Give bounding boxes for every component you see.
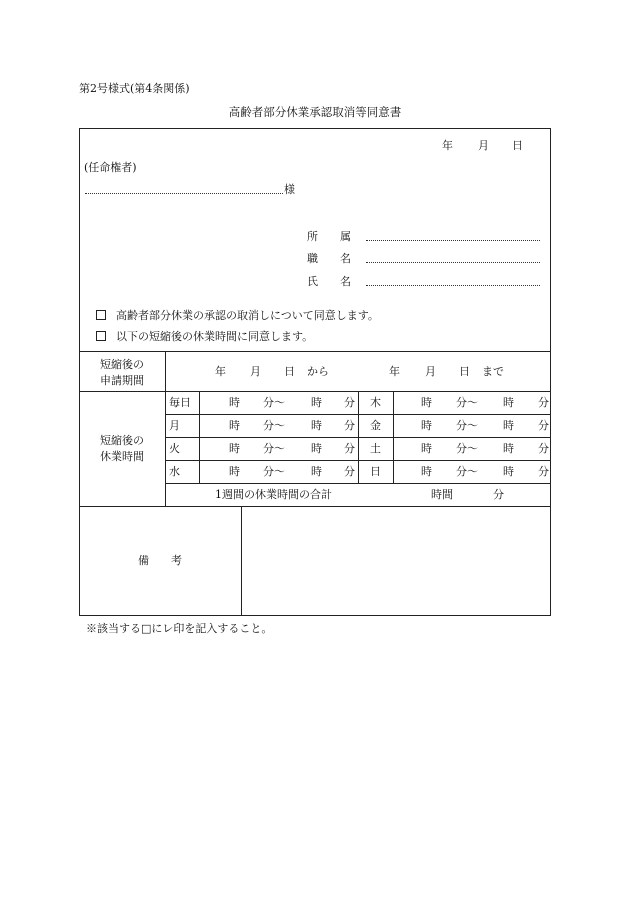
start-minute-field[interactable]: 分〜 xyxy=(456,465,478,478)
day-label: 毎日 xyxy=(169,396,191,409)
divider-remarks-top xyxy=(79,506,551,507)
middle-divider xyxy=(358,391,359,483)
end-minute-field[interactable]: 分 xyxy=(538,419,549,432)
start-minute-field[interactable]: 分〜 xyxy=(456,396,478,409)
start-hour-field[interactable]: 時 xyxy=(229,442,240,455)
end-minute-field[interactable]: 分 xyxy=(538,442,549,455)
date-year[interactable]: 年 xyxy=(442,139,453,152)
start-minute-field[interactable]: 分〜 xyxy=(456,419,478,432)
checkbox-cancel[interactable] xyxy=(96,310,106,320)
period-to-year[interactable]: 年 xyxy=(389,365,400,378)
end-hour-field[interactable]: 時 xyxy=(311,465,322,478)
right-day-divider xyxy=(393,391,394,483)
divider-hours-row4 xyxy=(165,483,551,484)
remarks-divider xyxy=(241,506,242,616)
affiliation-label: 所 属 xyxy=(307,230,351,243)
hours-label-line2: 休業時間 xyxy=(100,450,144,463)
period-to-word: まで xyxy=(482,365,504,378)
start-hour-field[interactable]: 時 xyxy=(421,465,432,478)
date-month[interactable]: 月 xyxy=(478,139,489,152)
appointer-honorific: 様 xyxy=(284,183,295,196)
start-hour-field[interactable]: 時 xyxy=(421,419,432,432)
form-title: 高齢者部分休業承認取消等同意書 xyxy=(228,105,402,119)
day-label: 火 xyxy=(169,442,180,455)
period-from-year[interactable]: 年 xyxy=(215,365,226,378)
position-label: 職 名 xyxy=(307,252,351,265)
divider-hours-top xyxy=(79,391,551,392)
checkbox-shortened-label: 以下の短縮後の休業時間に同意します。 xyxy=(116,330,314,343)
start-minute-field[interactable]: 分〜 xyxy=(263,419,285,432)
end-hour-field[interactable]: 時 xyxy=(503,442,514,455)
checkbox-cancel-label: 高齢者部分休業の承認の取消しについて同意します。 xyxy=(116,309,379,322)
period-to-month[interactable]: 月 xyxy=(425,365,436,378)
end-minute-field[interactable]: 分 xyxy=(344,442,355,455)
end-minute-field[interactable]: 分 xyxy=(538,396,549,409)
end-hour-field[interactable]: 時 xyxy=(311,396,322,409)
start-minute-field[interactable]: 分〜 xyxy=(263,396,285,409)
day-label: 木 xyxy=(370,396,381,409)
start-hour-field[interactable]: 時 xyxy=(229,419,240,432)
period-from-day[interactable]: 日 xyxy=(284,365,295,378)
day-label: 金 xyxy=(370,419,381,432)
start-minute-field[interactable]: 分〜 xyxy=(263,465,285,478)
name-field[interactable] xyxy=(366,285,540,286)
end-minute-field[interactable]: 分 xyxy=(538,465,549,478)
period-label-line2: 申請期間 xyxy=(100,374,144,387)
day-label: 土 xyxy=(370,442,381,455)
checkbox-item-cancel[interactable] xyxy=(96,310,379,321)
remarks-field[interactable] xyxy=(243,508,549,614)
period-to-day[interactable]: 日 xyxy=(459,365,470,378)
start-minute-field[interactable]: 分〜 xyxy=(456,442,478,455)
end-minute-field[interactable]: 分 xyxy=(344,396,355,409)
end-hour-field[interactable]: 時 xyxy=(311,419,322,432)
weekly-total-minutes[interactable]: 分 xyxy=(493,488,504,501)
footnote: ※該当する□にレ印を記入すること。 xyxy=(86,622,273,635)
start-hour-field[interactable]: 時 xyxy=(229,465,240,478)
day-label: 日 xyxy=(370,465,381,478)
remarks-label: 備 考 xyxy=(138,554,182,567)
start-hour-field[interactable]: 時 xyxy=(229,396,240,409)
end-hour-field[interactable]: 時 xyxy=(503,465,514,478)
end-minute-field[interactable]: 分 xyxy=(344,465,355,478)
position-field[interactable] xyxy=(366,262,540,263)
left-day-divider xyxy=(199,391,200,483)
period-from-word: から xyxy=(307,365,329,378)
name-label: 氏 名 xyxy=(307,275,351,288)
form-number: 第2号様式(第4条関係) xyxy=(79,82,190,95)
date-day[interactable]: 日 xyxy=(512,139,523,152)
end-hour-field[interactable]: 時 xyxy=(503,419,514,432)
appointer-name-field[interactable] xyxy=(85,193,283,194)
checkbox-shortened[interactable] xyxy=(96,331,106,341)
period-label-line1: 短縮後の xyxy=(100,358,144,371)
start-hour-field[interactable]: 時 xyxy=(421,396,432,409)
weekly-total-label: 1週間の休業時間の合計 xyxy=(215,488,332,501)
start-hour-field[interactable]: 時 xyxy=(421,442,432,455)
checkbox-item-shortened[interactable] xyxy=(96,331,313,342)
appointer-label: (任命権者) xyxy=(84,161,137,174)
weekly-total-hours[interactable]: 時間 xyxy=(431,488,453,501)
start-minute-field[interactable]: 分〜 xyxy=(263,442,285,455)
hours-label-line1: 短縮後の xyxy=(100,434,144,447)
affiliation-field[interactable] xyxy=(366,240,540,241)
day-label: 水 xyxy=(169,465,180,478)
end-hour-field[interactable]: 時 xyxy=(311,442,322,455)
period-from-month[interactable]: 月 xyxy=(250,365,261,378)
divider-period-top xyxy=(79,351,551,352)
day-label: 月 xyxy=(169,419,180,432)
label-column-divider xyxy=(165,351,166,506)
end-hour-field[interactable]: 時 xyxy=(503,396,514,409)
end-minute-field[interactable]: 分 xyxy=(344,419,355,432)
